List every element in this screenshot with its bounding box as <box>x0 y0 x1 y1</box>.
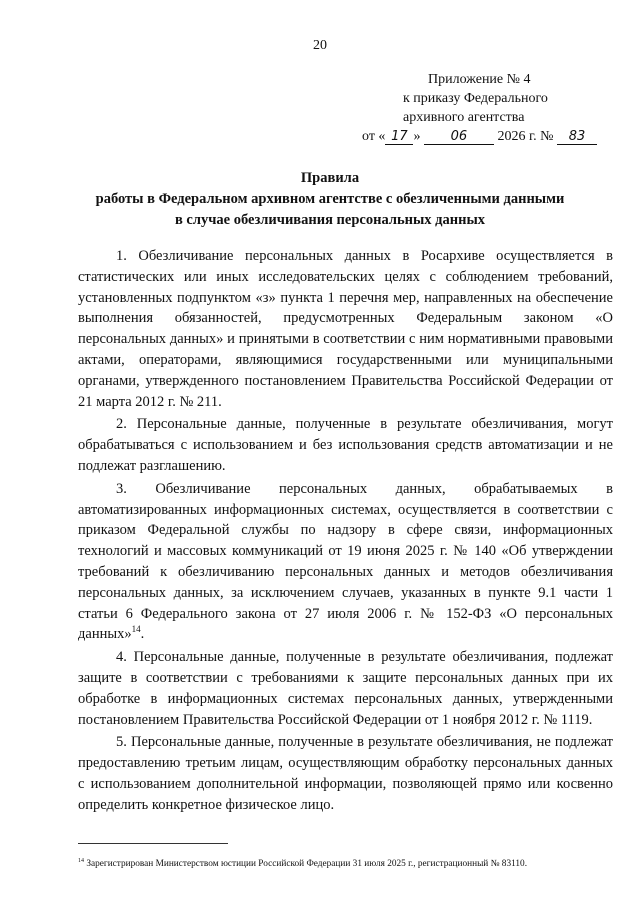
document-body <box>78 246 613 818</box>
paragraph-3 <box>78 479 613 645</box>
date-mid: » <box>413 129 421 144</box>
handwritten-order-number: 83 <box>557 130 597 145</box>
title-line-1: Правила <box>300 170 360 186</box>
handwritten-month: 06 <box>424 130 494 145</box>
footnote-marker: 14 <box>78 858 84 864</box>
document-title <box>60 168 600 231</box>
appendix-line-2: к приказу Федерального <box>403 91 548 106</box>
handwritten-day: 17 <box>385 130 413 145</box>
footnote-reference: 14 <box>131 624 141 635</box>
paragraph-4: 4. Персональные данные, полученные в результате обезличивания, подлежат защите в соответствии с требованиями к защите персональных данных при их обработке в информационных системах персональных данных, утвержденными постановлением Правительства Российской Федерации от 1 ноября 2012 г. № 1119. <box>78 649 613 728</box>
paragraph-5: 5. Персональные данные, полученные в результате обезличивания, не подлежат предоставлению третьим лицам, осуществляющим обработку персональных данных с использованием дополнительной информации, позволяющей прямо или косвенно определить конкретное физическое лицо. <box>78 734 613 813</box>
date-year-text: 2026 г. № <box>497 129 554 144</box>
appendix-header <box>340 70 600 146</box>
page-number: 20 <box>313 38 327 53</box>
title-line-2: работы в Федеральном архивном агентстве с обезличенными данными <box>95 191 565 207</box>
appendix-line-3: архивного агентства <box>403 110 525 125</box>
title-line-3: в случае обезличивания персональных данных <box>174 212 486 228</box>
appendix-date-line <box>340 127 600 146</box>
paragraph-3-text: 3. Обезличивание персональных данных, обрабатываемых в автоматизированных информационных системах, осуществляется в соответствии с приказом Федеральной службы по надзору в сфере связи, информационных технологий и массовых коммуникаций от 19 июня 2025 г. № 140 «Об утверждении требований к обезличиванию персональных данных и методов обезличивания персональных данных, за исключением случаев, указанных в пункте 9.1 части 1 статьи 6 Федерального закона от 27 июля 2006 г. № 152-ФЗ «О персональных данных» <box>78 480 613 643</box>
footnote-divider <box>78 843 228 844</box>
footnote <box>78 855 618 870</box>
appendix-line-1: Приложение № 4 <box>428 72 531 87</box>
paragraph-3-end: . <box>140 626 145 643</box>
footnote-text: Зарегистрирован Министерством юстиции Российской Федерации 31 июля 2025 г., регистрационный № 83110. <box>84 859 528 870</box>
paragraph-1: 1. Обезличивание персональных данных в Росархиве осуществляется в статистических или иных исследовательских целях с соблюдением требований, установленных подпунктом «з» пункта 1 перечня мер, направленных на обеспечение выполнения обязанностей, предусмотренных Федеральным законом «О персональных данных» и принятыми в соответствии с ним нормативными правовыми актами, операторами, являющимися государственными или муниципальными органами, утвержденного постановлением Правительства Российской Федерации от 21 марта 2012 г. № 211. <box>78 248 613 410</box>
date-prefix: от « <box>362 129 386 144</box>
paragraph-2: 2. Персональные данные, полученные в результате обезличивания, могут обрабатываться с использованием и без использования средств автоматизации и не подлежат разглашению. <box>78 416 613 474</box>
